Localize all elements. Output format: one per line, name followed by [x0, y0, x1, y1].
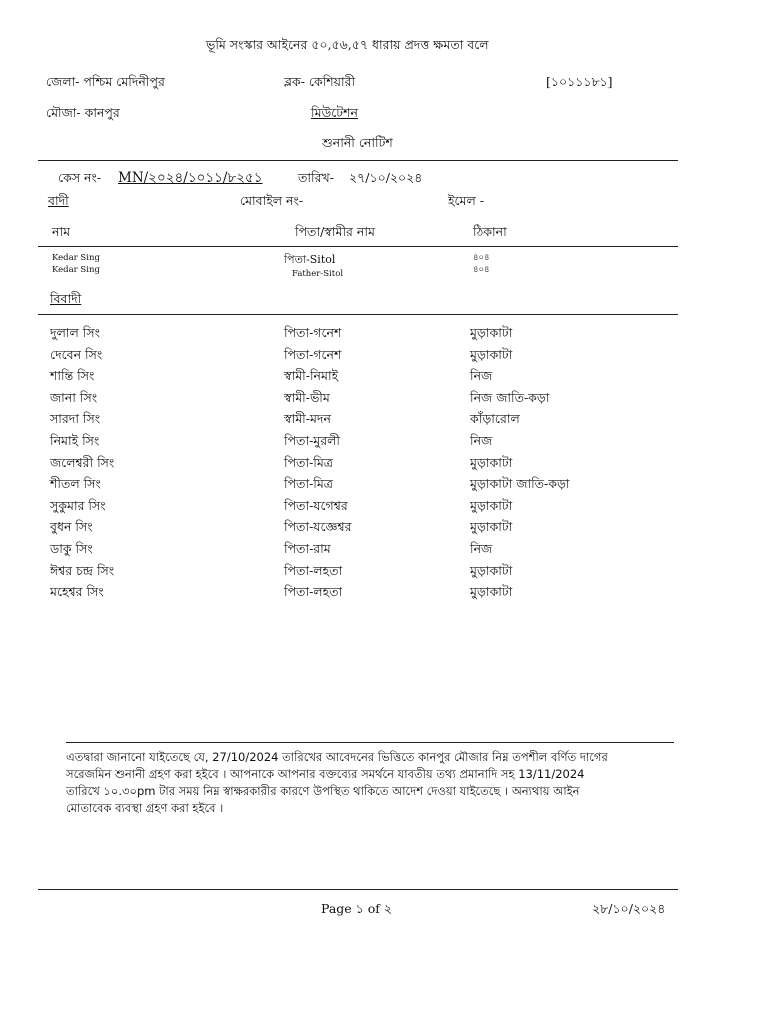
- defendant-address: মুড়াকাটা: [470, 347, 513, 362]
- case-no-label: কেস নং-: [58, 170, 102, 185]
- plaintiff-name: Kedar Sing: [52, 253, 100, 263]
- order-title: ভূমি সংস্কার আইনের ৫০,৫৬,৫৭ ধারায় প্রদত্ত ক্ষমতা বলে: [206, 37, 489, 52]
- defendant-father: পিতা-গনেশ: [284, 325, 342, 340]
- defendant-address: মুড়াকাটা: [470, 584, 513, 599]
- defendant-divider: [38, 314, 678, 315]
- defendant-address: মুড়াকাটা: [470, 519, 513, 534]
- body-top-divider: [66, 742, 674, 743]
- defendant-address: মুড়াকাটা: [470, 498, 513, 513]
- defendant-name: দুলাল সিং: [50, 325, 101, 340]
- email-label: ইমেল -: [448, 193, 484, 208]
- mobile-label: মোবাইল নং-: [240, 193, 304, 208]
- notice-body-line: সরেজমিন শুনানী গ্রহণ করা হইবে । আপনাকে আপনার বক্তব্যের সমর্থনে যাবতীয় তথ্য প্রমানাদি সহ 13/11/2024: [66, 767, 585, 781]
- defendant-name: সারদা সিং: [50, 411, 101, 426]
- mouza-label: মৌজা- কানপুর: [46, 105, 120, 120]
- notice-body-line: মোতাবেক ব্যবস্থা গ্রহণ করা হইবে ।: [66, 801, 224, 815]
- defendant-name: নিমাই সিং: [50, 433, 100, 448]
- defendant-name: জলেশ্বরী সিং: [50, 455, 115, 470]
- defendant-name: শীতল সিং: [50, 476, 101, 491]
- column-header-father: পিতা/স্বামীর নাম: [295, 224, 375, 239]
- defendant-name: শান্তি সিং: [50, 368, 95, 383]
- defendant-name: বুধন সিং: [50, 519, 93, 534]
- case-number: MN/২০২৪/১০১১/৮২৫১: [118, 170, 263, 186]
- defendant-address: নিজ জাতি-কড়া: [470, 390, 550, 405]
- plaintiff-father: Father-Sitol: [292, 269, 344, 279]
- defendant-address: নিজ: [470, 433, 493, 448]
- plaintiff-table-divider: [38, 246, 678, 247]
- plaintiff-address: ৪০৪: [473, 253, 490, 263]
- date-label: তারিখ-: [298, 170, 334, 185]
- block-label: ব্লক- কেশিয়ারী: [284, 74, 356, 89]
- defendant-father: পিতা-মিত্র: [284, 455, 333, 470]
- defendant-name: ডাকু সিং: [50, 541, 93, 556]
- defendant-father: পিতা-গনেশ: [284, 347, 342, 362]
- plaintiff-address: ৪০৪: [473, 265, 490, 275]
- defendant-father: পিতা-মিত্র: [284, 476, 333, 491]
- footer-divider: [38, 889, 678, 890]
- header-divider: [38, 160, 678, 161]
- defendant-address: কাঁড়ারোল: [470, 411, 520, 426]
- column-header-address: ঠিকানা: [473, 224, 507, 239]
- column-header-name: নাম: [52, 224, 71, 239]
- defendant-address: মুড়াকাটা: [470, 455, 513, 470]
- defendant-name: দেবেন সিং: [50, 347, 103, 362]
- plaintiff-father: পিতা-Sitol: [284, 253, 336, 266]
- plaintiff-name: Kedar Sing: [52, 265, 100, 275]
- defendant-address: মুড়াকাটা জাতি-কড়া: [470, 476, 570, 491]
- case-date: ২৭/১০/২০২৪: [349, 170, 423, 185]
- notice-body-line: তারিখে ১০.৩০pm টার সময় নিম্ন স্বাক্ষরকারীর কারণে উপস্থিত থাকিতে আদেশ দেওয়া যাইতেছে । অন্যথায় আইন: [66, 784, 580, 798]
- defendant-heading: বিবাদী: [50, 291, 82, 306]
- defendant-name: জানা সিং: [50, 390, 98, 405]
- defendant-father: স্বামী-নিমাই: [284, 368, 339, 383]
- office-code: [১০১১১৮১]: [546, 74, 613, 89]
- defendant-address: মুড়াকাটা: [470, 563, 513, 578]
- defendant-address: নিজ: [470, 368, 493, 383]
- defendant-father: পিতা-যজ্ঞেশ্বর: [284, 519, 352, 534]
- district-label: জেলা- পশ্চিম মেদিনীপুর: [46, 74, 165, 89]
- subject-heading: মিউটেশন: [311, 105, 358, 120]
- defendant-father: স্বামী-মদন: [284, 411, 331, 426]
- notice-body-line: এতদ্বারা জানানো যাইতেছে যে, 27/10/2024 তারিখের আবেদনের ভিত্তিতে কানপুর মৌজার নিম্ন তপশীল বর্ণিত দাগের: [66, 750, 608, 764]
- plaintiff-heading: বাদী: [48, 193, 69, 208]
- page-number: Page ১ of ২: [321, 901, 393, 916]
- notice-heading: শুনানী নোটিশ: [322, 135, 393, 150]
- defendant-address: নিজ: [470, 541, 493, 556]
- defendant-address: মুড়াকাটা: [470, 325, 513, 340]
- defendant-name: ঈশ্বর চন্দ্র সিং: [50, 563, 115, 578]
- defendant-father: পিতা-যগেশ্বর: [284, 498, 348, 513]
- defendant-name: মহেশ্বর সিং: [50, 584, 104, 599]
- defendant-name: সুকুমার সিং: [50, 498, 106, 513]
- print-date: ২৮/১০/২০২৪: [592, 901, 666, 916]
- defendant-father: পিতা-লহতা: [284, 563, 343, 578]
- defendant-father: পিতা-লহতা: [284, 584, 343, 599]
- defendant-father: পিতা-মুরলী: [284, 433, 340, 448]
- defendant-father: স্বামী-ভীম: [284, 390, 330, 405]
- defendant-father: পিতা-রাম: [284, 541, 331, 556]
- notice-body: [66, 749, 666, 817]
